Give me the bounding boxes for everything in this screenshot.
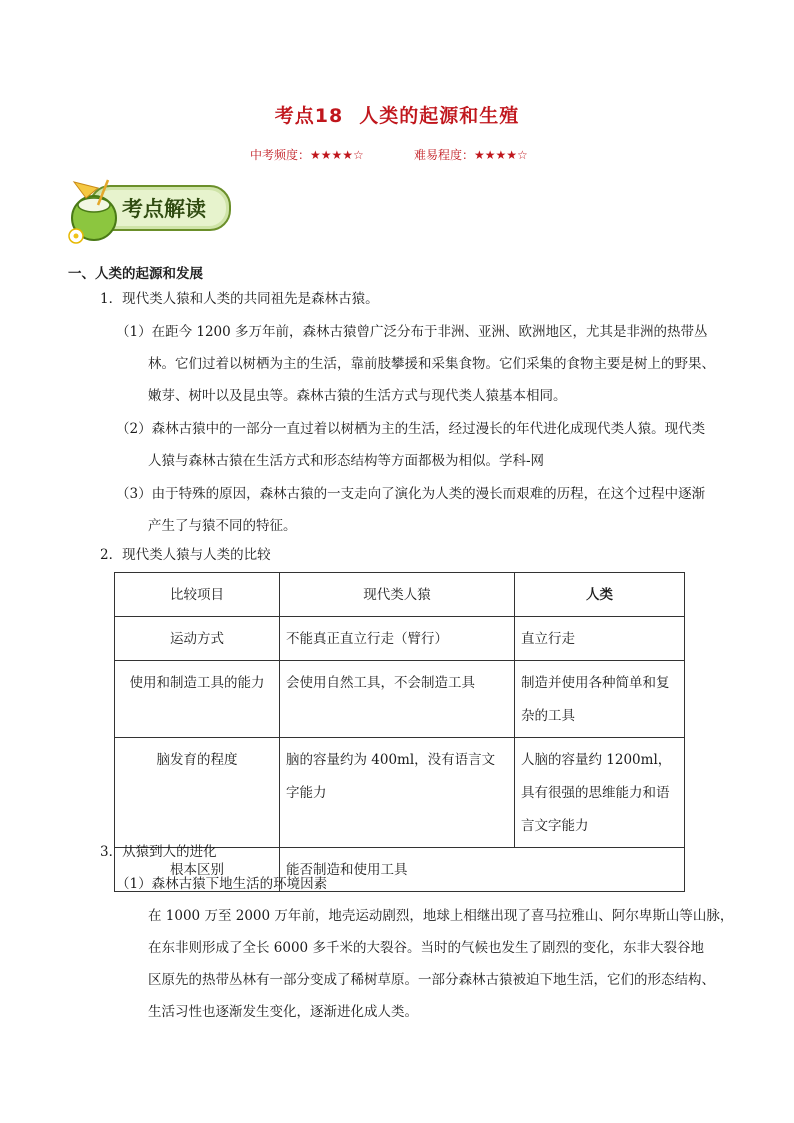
- point-3-heading: 3．从猿到人的进化: [100, 844, 217, 860]
- flower-center: [74, 234, 79, 239]
- point-3-line: 生活习性也逐渐发生变化，逐渐进化成人类。: [148, 1004, 418, 1020]
- table-cell: 不能真正直立行走（臂行）: [280, 617, 515, 661]
- title-text: 人类的起源和生殖: [359, 105, 520, 127]
- point-1-line: （1）在距今 1200 多万年前，森林古猿曾广泛分布于非洲、亚洲、欧洲地区，尤其是非洲的热带丛: [116, 324, 708, 340]
- point-1-line: 产生了与猿不同的特征。: [148, 518, 297, 534]
- frequency-rating: 中考频度：★★★★☆: [250, 148, 364, 162]
- table-cell: 根本区别: [115, 848, 280, 892]
- badge-text: 考点解读: [122, 196, 206, 221]
- point-3-line: 区原先的热带丛林有一部分变成了稀树草原。一部分森林古猿被迫下地生活，它们的形态结构、: [148, 972, 715, 988]
- table-cell: 运动方式: [115, 617, 280, 661]
- table-cell: 人脑的容量约 1200ml，具有很强的思维能力和语言文字能力: [515, 738, 685, 848]
- table-header-cell: 比较项目: [115, 573, 280, 617]
- table-cell: 会使用自然工具，不会制造工具: [280, 661, 515, 738]
- table-header-cell: 人类: [515, 573, 685, 617]
- table-cell: 脑发育的程度: [115, 738, 280, 848]
- table-header-row: [115, 573, 685, 617]
- table-cell: 制造并使用各种简单和复杂的工具: [515, 661, 685, 738]
- point-2-heading: 2．现代类人猿与人类的比较: [100, 547, 271, 563]
- point-1-line: （3）由于特殊的原因，森林古猿的一支走向了演化为人类的漫长而艰难的历程，在这个过程中逐渐: [116, 486, 706, 502]
- point-3-subheading: （1）森林古猿下地生活的环境因素: [116, 876, 328, 892]
- table-cell: 直立行走: [515, 617, 685, 661]
- coconut-top: [78, 198, 110, 212]
- table-row: [115, 617, 685, 661]
- point-3-line: 在 1000 万至 2000 万年前，地壳运动剧烈，地球上相继出现了喜马拉雅山、阿尔卑斯山等山脉，: [148, 908, 734, 924]
- table-header-cell: 现代类人猿: [280, 573, 515, 617]
- section-badge-logo: [64, 178, 236, 250]
- point-1-heading: 1．现代类人猿和人类的共同祖先是森林古猿。: [100, 291, 379, 307]
- table-row: [115, 661, 685, 738]
- section-heading: 一、人类的起源和发展: [68, 266, 203, 282]
- point-3-line: 在东非则形成了全长 6000 多千米的大裂谷。当时的气候也发生了剧烈的变化，东非大裂谷地: [148, 940, 704, 956]
- table-cell: 脑的容量约为 400ml，没有语言文字能力: [280, 738, 515, 848]
- page-title: [0, 101, 794, 128]
- table-row: [115, 738, 685, 848]
- point-1-line: （2）森林古猿中的一部分一直过着以树栖为主的生活，经过漫长的年代进化成现代类人猿。现代类: [116, 421, 706, 437]
- point-1-line: 人猿与森林古猿在生活方式和形态结构等方面都极为相似。学科-网: [148, 453, 545, 469]
- difficulty-rating: 难易程度：★★★★☆: [414, 148, 528, 162]
- point-1-line: 嫩芽、树叶以及昆虫等。森林古猿的生活方式与现代类人猿基本相同。: [148, 388, 567, 404]
- point-1-line: 林。它们过着以树栖为主的生活，靠前肢攀援和采集食物。它们采集的食物主要是树上的野果、: [148, 356, 715, 372]
- table-cell: 能否制造和使用工具: [280, 848, 685, 892]
- title-number: 考点18: [274, 105, 344, 127]
- table-cell: 使用和制造工具的能力: [115, 661, 280, 738]
